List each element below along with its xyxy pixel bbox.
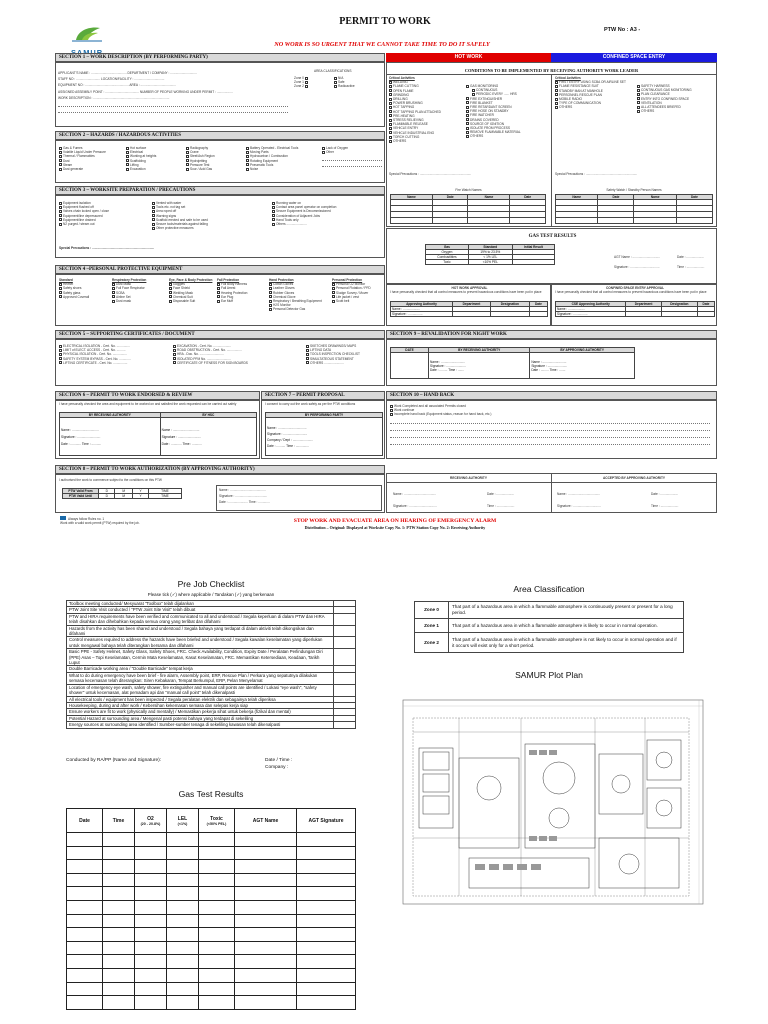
zone1-label: Zone 1	[294, 80, 304, 85]
work-description-field[interactable]: WORK DESCRIPTION : ......................................................................................	[58, 95, 170, 100]
cse-approval-text: I have personally checked that all control measures to prevent hazardous conditions have been put in place	[555, 290, 707, 294]
section7-text: I consent to carry out the work safely as per the PTW conditions	[265, 402, 356, 406]
prejob-row[interactable]: PTW and HIRA requirements have been verified and communicated to all and understood / Segala keperluan di dalam PTW dan HIRA telah disahkan dan dihebahkan kepada semua orang yang terlibat dan difahami	[67, 613, 356, 625]
agt-signature-field[interactable]: Signature : .................................	[614, 265, 660, 270]
standby-watch-title: Safety Watch / Standby Person Names	[606, 188, 662, 192]
prep-item[interactable]: Tools etc. not tag set	[152, 205, 272, 209]
gas-row[interactable]	[67, 900, 356, 914]
hazard-item[interactable]: Lack of Oxygen	[322, 146, 382, 150]
ppe-item[interactable]: Personal Detector Gas	[269, 307, 331, 311]
final-appr-name[interactable]: Name : ....................................	[557, 492, 601, 496]
cert-item[interactable]: SKETCHES DRAWINGS/ MAPS	[306, 344, 384, 348]
ppe-item[interactable]: Face Shield	[169, 286, 227, 290]
agt-name-field[interactable]: AGT Name : ...............................	[614, 255, 660, 259]
cert-item[interactable]: ROAD OBSTRUCTION - Cert. No. .................	[173, 348, 283, 352]
section7-body	[261, 399, 385, 459]
hazard-item[interactable]: Crane	[186, 150, 242, 154]
cert-item[interactable]: ISOLATED PFM No. ...........................	[173, 357, 283, 361]
final-appr-time[interactable]: Time : ....................	[651, 504, 679, 509]
hot-item[interactable]: HOT TAPPING PLAN ATTACHED	[389, 110, 465, 114]
ppe-item[interactable]: Chemical Suit	[169, 295, 227, 299]
hazard-item[interactable]: Hot surface	[126, 146, 182, 150]
gas-row[interactable]	[67, 833, 356, 847]
gas-row[interactable]	[67, 928, 356, 942]
prep-item[interactable]: Contact area panel operator on completion	[272, 205, 382, 209]
hot-item[interactable]: GAS MONITORING	[466, 84, 550, 88]
hazard-item[interactable]: Noise	[246, 167, 322, 171]
na-label: N/A	[338, 76, 344, 80]
hw-approval-text: I have personally checked that all control measures to prevent hazardous conditions have been put in place	[390, 290, 542, 294]
hot-item[interactable]: OPEN FLAME	[389, 89, 465, 93]
handback-item[interactable]: Work Completed and all associated Permits closed	[390, 404, 710, 408]
prejob-row[interactable]: Energy sources at surrounding area identified / Sumber-sumber tenaga di sekeliling kawasan telah dikenalpasti	[67, 722, 356, 728]
prejob-row[interactable]: What to do during emergency have been brief - fire alarm, Assembly point, ERP, Rescue Plan / Perkara yang sepatutnya dilakukan semasa kecemasan telah diterangkan: Siren Kebakaran, Tempat Berkumpul, ERP, Pelan Menyelamat	[67, 672, 356, 684]
stop-work-warning: STOP WORK AND EVACUATE AREA ON HEARING OF EMERGENCY ALARM	[293, 518, 497, 524]
ppe-item[interactable]: Personal Flotation / PFD	[332, 286, 384, 290]
hot-item[interactable]: FLAMMABLE RELEASE	[389, 122, 465, 126]
hazard-item[interactable]: Radiography	[186, 146, 242, 150]
hot-item[interactable]: ISOLATE FROM PROCESS	[466, 126, 550, 130]
section3-header: SECTION 3 – WORKSITE PREPARATION / PRECAUTIONS	[55, 186, 385, 196]
hazard-item[interactable]: Hydrocarbon / Combustion	[246, 154, 322, 158]
hot-item[interactable]: GRINDING	[389, 93, 465, 97]
final-recv-signature[interactable]: Signature : ...............................	[393, 504, 437, 509]
confined-space-label: CONFINED SPACE ENTRY	[602, 54, 666, 60]
hazard-item[interactable]: Steam	[59, 163, 121, 167]
zone2-checkbox[interactable]	[305, 85, 308, 88]
final-appr-signature[interactable]: Signature : ...............................	[557, 504, 601, 509]
section6-table: BY RECEIVING AUTHORITY BY HSC Name : .............................. Signature : .......................... Date : ............ Time : ........... Name : .............................. Signature : .......................... Date : ............ Time : ...........	[59, 412, 257, 456]
distribution-note: Distribution – Original: Displayed at Worksite Copy No. 1: PTW Station Copy No. 2: Receiving Authority	[304, 525, 486, 530]
prep-item[interactable]: Scaffold erected and safe to be used	[152, 218, 272, 222]
hazard-item[interactable]: Hydrojetting	[186, 159, 242, 163]
hot-item[interactable]: CONTINUOUS	[466, 88, 550, 92]
prejob-row[interactable]: Toolbox meeting conducted/ Mesyuarat "Toolbox" telah dijalankan	[67, 601, 356, 607]
final-approving-title: ACCEPTED BY APPROVING AUTHORITY	[602, 476, 666, 480]
fire-watch-title: Fire Watch Names	[455, 188, 482, 192]
final-recv-time[interactable]: Time : ....................	[487, 504, 515, 509]
hazard-item[interactable]: Sour / Acid Gas	[186, 167, 242, 171]
safe-label: Safe	[338, 80, 345, 85]
prejob-row[interactable]: Double Barricade working area / "Double Barricade" tempat kerja	[67, 666, 356, 672]
zone0-checkbox[interactable]	[305, 77, 308, 80]
hot-item[interactable]: FIRE RETARDANT SCREEN	[466, 105, 550, 109]
hazard-item[interactable]: Gas & Fumes	[59, 146, 121, 150]
radioactive-checkbox[interactable]	[334, 85, 337, 88]
validity-table: PTW Valid From D M Y TIME PTW Valid Until D M Y TIME	[62, 488, 182, 499]
plot-plan-title: SAMUR Plot Plan	[515, 670, 583, 680]
cs-item[interactable]: SAFETY HARNESS	[637, 84, 715, 88]
prep-item[interactable]: Warning signs	[152, 214, 272, 218]
prejob-row[interactable]: Basic PPE - Safety Helmet, Safety Glass, Safety Shoes, FRC. Check Availability, Condition, Expiry Date / Peralatan Perlindungan Diri (PPE) Asas – Topi Keselamatan, Cermin Mata Keselamatan, Kasut Keselamatan, FRC. Memastikan Ketersediaan, Keadaan, Tarikh Luput	[67, 649, 356, 666]
prep-item[interactable]: Secure tools/materials against falling	[152, 222, 272, 226]
final-appr-date[interactable]: Date : ....................	[651, 492, 679, 496]
cert-item[interactable]: ELECTRICAL ISOLATION - Cert. No. ...............	[59, 344, 169, 348]
cs-item[interactable]: STANDBY MAN AT MANHOLE	[555, 89, 635, 93]
auth-name-field[interactable]: Name : ........................................	[219, 488, 266, 492]
section9-header: SECTION 9 – REVALIDATION FOR NIGHT WORK	[386, 330, 717, 340]
cs-item[interactable]: TYPE OF COMMUNICATION	[555, 101, 635, 105]
section2-body	[55, 139, 385, 183]
section7-header: SECTION 7 – PERMIT PROPOSAL	[261, 391, 385, 401]
gas-row[interactable]	[67, 955, 356, 969]
company-field[interactable]: Company :	[265, 765, 289, 770]
hot-item[interactable]: FIRE WATCHER	[466, 113, 550, 117]
cert-item[interactable]: OTHERS ......................	[306, 361, 384, 365]
hazard-item[interactable]: Scaffolding	[126, 159, 182, 163]
ppe-item[interactable]: Rubber Gloves	[269, 291, 331, 295]
hazard-item[interactable]: Lifting	[126, 163, 182, 167]
hot-item[interactable]: FIRE BLANKET	[466, 101, 550, 105]
safety-warning: NO WORK IS SO URGENT THAT WE CANNOT TAKE TIME TO DO IT SAFELY	[274, 41, 490, 48]
hazard-item[interactable]: Rotating Equipment	[246, 159, 322, 163]
ppe-item[interactable]: Respiratory / Breathing Equipment	[269, 299, 331, 303]
hazard-item[interactable]: Electrical	[126, 150, 182, 154]
section10-body	[386, 399, 717, 459]
cs-special-precautions[interactable]: Special Precautions : ..........................................................	[555, 172, 638, 176]
conditions-title: CONDITIONS TO BE IMPLEMENTED BY RECEIVING AUTHORITY WORK LEADER	[464, 68, 639, 73]
gas-results-title: Gas Test Results	[178, 789, 244, 799]
section2-header: SECTION 2 – HAZARDS / HAZARDOUS ACTIVITIES	[55, 131, 385, 141]
confined-space-banner	[551, 53, 717, 62]
hw-approval-title: HOT WORK APPROVAL	[451, 286, 488, 290]
cert-item[interactable]: SAFETY SYSTEM BYPASS - Cert. No. .............	[59, 357, 169, 361]
ppe-item[interactable]: Fall Arrest	[217, 286, 269, 290]
hazard-item[interactable]: Dust generate	[59, 167, 121, 171]
ppe-item[interactable]: Leather Gloves	[269, 286, 331, 290]
ppe-item[interactable]: Dust mask	[112, 299, 168, 303]
rules-icon	[60, 516, 66, 520]
hazard-item[interactable]: Working at heights	[126, 154, 182, 158]
area-class-heading: Area Classification	[513, 584, 585, 594]
hot-item[interactable]: DRAINS COVERED	[466, 118, 550, 122]
hot-list-1	[389, 80, 465, 143]
hw-approval-box	[386, 284, 551, 326]
prep-item[interactable]: Equipment isolation	[59, 201, 143, 205]
prep-item[interactable]: Area roped off	[152, 209, 272, 213]
ppe-item[interactable]: Life jacket / vest	[332, 295, 384, 299]
ppe-item[interactable]: Disposable Suit	[169, 299, 227, 303]
hazard-item[interactable]: Pressure Test	[186, 163, 242, 167]
auth-signature-field[interactable]: Signature : ....................................	[219, 494, 268, 499]
ppe-item[interactable]: Approved Coverall	[59, 295, 111, 299]
prep-item[interactable]: Equipment/line depressured	[59, 214, 143, 218]
prep-item[interactable]: Hand Tools only	[272, 218, 382, 222]
ppe-item[interactable]: Cotton Gloves	[269, 282, 331, 286]
hot-item[interactable]: OTHERS	[466, 134, 550, 138]
prejob-table	[66, 600, 356, 729]
section1-header: SECTION 1 – WORK DESCRIPTION (BY PERFORMING PARTY)	[55, 53, 385, 63]
hot-item[interactable]: PERIODIC EVERY ...... HRS	[466, 92, 550, 96]
cs-critical-title: Critical Activities	[555, 76, 581, 80]
footer-note1: Always follow Rules no. 1	[68, 517, 105, 521]
section8-header: SECTION 8 – PERMIT TO WORK AUTHORIZATION (BY APPROVING AUTHORITY)	[55, 465, 385, 475]
hot-item[interactable]: TORCH CUTTING	[389, 135, 465, 139]
gas-row[interactable]	[67, 968, 356, 982]
assembly-field[interactable]: ASSIGNED ASSEMBLY POINT : ...................................... NUMBER OF PEOPLE WORKING UNDER PERMIT : ..................	[58, 89, 233, 94]
gas-row[interactable]	[67, 887, 356, 901]
logo	[68, 24, 106, 50]
cs-item[interactable]: OTHERS	[637, 109, 715, 113]
final-receiving-title: RECEIVING AUTHORITY	[450, 476, 487, 480]
section8-body	[55, 473, 385, 513]
area-class-title: AREA CLASSIFICATIONS	[314, 69, 352, 73]
hazard-item[interactable]: Battery Operated - Electrical Tools	[246, 146, 322, 150]
handback-item[interactable]: Work continue	[390, 408, 710, 412]
section3-body	[55, 194, 385, 258]
hot-critical-title: Critical Activities	[389, 76, 415, 80]
ppe-item[interactable]: Welding Mask	[169, 291, 227, 295]
zone0-label: Zone 0	[294, 76, 304, 80]
gas-row[interactable]	[67, 846, 356, 860]
gas-row[interactable]	[67, 860, 356, 874]
hazard-item[interactable]: Dust	[59, 159, 121, 163]
auth-date-field[interactable]: Date : ...................... Time : .............	[219, 500, 270, 505]
ppe-item[interactable]: Dust Mask	[112, 282, 168, 286]
hot-item[interactable]: DRILLING	[389, 97, 465, 101]
cse-approval-title: CONFINED SPACE ENTRY APPROVAL	[605, 286, 665, 290]
hot-item[interactable]: FIRE HOSE ON STANDBY	[466, 109, 550, 113]
hot-work-banner	[386, 53, 551, 62]
hot-item[interactable]: REMOVE FLAMMABLE MATERIAL	[466, 130, 550, 134]
hazard-item[interactable]: Thermal / Flammables	[59, 154, 121, 158]
area-class-table: Zone 0 That part of a hazardous area in which a flammable atmosphere is continuously present or present for a long period. Zone 1 That part of a hazardous area in which a flammable atmosphere is likely to occur in normal operation. Zone 2 That part of a hazardous area in which a flammable atmosphere is not likely to occur in normal operation and if it occurs will exist only for a short period.	[414, 601, 684, 653]
ppe-item[interactable]: Personal O2 Monitor	[332, 282, 384, 286]
prejob-title: Pre Job Checklist	[177, 579, 245, 589]
gas-row[interactable]	[67, 941, 356, 955]
ppe-item[interactable]: Chemical Glove	[269, 295, 331, 299]
handback-item[interactable]: Incomplete hand back (Equipment status, reason for hand back, etc.)	[390, 412, 710, 416]
cert-item[interactable]: HRA - Doc. No. ...........................	[173, 352, 283, 356]
cs-item[interactable]: ALL ATTENDEES BRIEFED	[637, 105, 715, 109]
hazard-item[interactable]: Volatile Liquid Under Pressure	[59, 150, 121, 154]
hot-item[interactable]: VEHICLE ENTRY	[389, 126, 465, 130]
cs-item[interactable]: VENTILATION	[637, 101, 715, 105]
equipment-field[interactable]: EQUIPMENT NO : ................................................. AREA : ........................................	[58, 83, 176, 88]
zone1-checkbox[interactable]	[305, 81, 308, 84]
cs-item[interactable]: PLAN CLEARANCE	[637, 92, 715, 96]
cs-item[interactable]: FLAME RESISTANCE SUIT	[555, 84, 635, 88]
ppe-item[interactable]: Full Face Respirator	[112, 286, 168, 290]
cert-item[interactable]: TOOLS INSPECTION CHECKLIST	[306, 352, 384, 356]
ppe-item[interactable]: Safety glass	[59, 291, 111, 295]
cse-approval-box	[551, 284, 717, 326]
hazard-item[interactable]: Pneumatic Tools	[246, 163, 322, 167]
prep-item[interactable]: Equipment flushed off	[59, 205, 143, 209]
cert-item[interactable]: SIMULTATEOUS STATEMENT	[306, 357, 384, 361]
prep-item[interactable]: Running water on	[272, 201, 382, 205]
ppe-item[interactable]: Hearing Protection	[217, 291, 269, 295]
section6-body	[55, 399, 260, 459]
gas-row[interactable]	[67, 982, 356, 996]
safe-checkbox[interactable]	[334, 81, 337, 84]
prep-item[interactable]: Valves chain locked open / close	[59, 209, 143, 213]
cert-item[interactable]: EXCAVATION - Cert. No. ....................	[173, 344, 283, 348]
cert-item[interactable]: LIMIT of ELECT. ACCESS - Cert. No. ..........	[59, 348, 169, 352]
hot-item[interactable]: PRE-HEATING	[389, 114, 465, 118]
section7-table: BY PERFORMING PARTY Name : ................................ Signature : ........................... Company / Dept : ....................... Date : .......... Time : ...............	[265, 412, 383, 456]
hw-approval-table: Approving Authority Department Designation Date Name : ................... Signature : ................	[390, 301, 548, 317]
gas-test-table: Gas Standard Initial Result Oxygen 19% to 23.5% Combustibles < 1% LEL Toxic <10% PEL	[425, 244, 555, 265]
section10-header: SECTION 10 – HAND BACK	[386, 391, 717, 401]
ppe-item[interactable]: Sludge Survey / Mover	[332, 291, 384, 295]
prep-item[interactable]: Others .......................	[272, 222, 382, 226]
prejob-row[interactable]: Location of emergency eye wash, safety shower, fire extinguisher and manual call points are identified / Lokasi "eye wash", "safety shower" untuk kecemasan, alat pemadam api dan "manual call point" telah dikenalpasti	[67, 684, 356, 696]
hot-item[interactable]: STRESS RELIEVING	[389, 118, 465, 122]
ppe-item[interactable]: H2S Monitor	[269, 303, 331, 307]
page-title: PERMIT TO WORK	[339, 16, 431, 27]
hazard-item[interactable]: Other	[322, 150, 382, 154]
agt-time-field[interactable]: Time : ....................	[677, 265, 705, 270]
hot-item[interactable]: OTHERS	[389, 139, 465, 143]
cs-item[interactable]: OTHERS	[555, 105, 635, 109]
cert-item[interactable]: LIFTING DATA	[306, 348, 384, 352]
hot-special-precautions[interactable]: Special Precautions : ..........................................................	[389, 172, 472, 176]
gas-test-title: GAS TEST RESULTS	[528, 234, 577, 239]
section6-text: I have personally checked the area and equipment to be worked on and satisfied the work requested can be carried out safely	[59, 402, 237, 406]
gas-row[interactable]	[67, 873, 356, 887]
footer-note2: Work with a valid work permit (PTW) required by the job.	[60, 521, 140, 526]
prejob-row[interactable]: All electrical tools / equipment has been inspected / Segala peralatan elektrik dan sebagainya telah diperiksa	[67, 696, 356, 702]
section5-header: SECTION 5 – SUPPORTING CERTIFICATES / DOCUMENT	[55, 330, 385, 340]
gas-row[interactable]	[67, 914, 356, 928]
cs-item[interactable]: FIRST ENTRY USING SCBA OR AIRLINE SET	[555, 80, 635, 84]
prejob-row[interactable]: Housekeeping, during and after work / Kebersihan kekemasan semasa dan selepas kerja siap	[67, 702, 356, 708]
cert-item[interactable]: CERTIFICATE OF FITNESS FOR SIGN BOARDS	[173, 361, 283, 365]
prejob-row[interactable]: Control measures required to address the hazards have been briefed and understood / Segala kawalan keselamatan yang diperlukan untuk mengawal bahaya telah diterangkan bersama dan difahami	[67, 637, 356, 649]
prejob-row[interactable]: Potential Hazard at surrounding area / Mengenal pasti potensi bahaya yang terdapat di sekeliling	[67, 715, 356, 721]
plot-plan-drawing	[399, 688, 717, 910]
gas-row[interactable]	[67, 996, 356, 1010]
prep-item[interactable]: Other protective measures	[152, 226, 272, 230]
ppe-item[interactable]: Ear Plug	[217, 295, 269, 299]
fire-watch-table: Name Date Name Date	[390, 194, 546, 224]
ptw-number: PTW No : A3 -	[604, 27, 641, 33]
hot-item[interactable]: SOURCE OF IGNITION	[466, 122, 550, 126]
section4-body: Standard Helmet Safety shoes Safety glass Approved Coverall Respiratory Protection Dust Mask Full Face Respirator SCBA Airline Set Dust mask Eye, Face & Body Protection Goggles Face Shield Welding Mask Chemical Suit Disposable Suit Fall Protection Full Body Harness Fall Arrest Hearing Protection Ear Plug Ear Muff Hand Protection Cotton Gloves Leather Gloves Rubber Gloves Chemical Glove Respiratory / Breathing Equipment H2S Monitor Personal Detector Gas Personal Protection Personal O2 Monitor Personal Flotation / PFD Sludge Survey / Mover Life jacket / vest Scott belt	[55, 273, 385, 326]
prep-item[interactable]: N2 purged / steam out	[59, 222, 143, 226]
ppe-item[interactable]: SCBA	[112, 291, 168, 295]
prep-item[interactable]: Equipment/line drained	[59, 218, 143, 222]
standby-watch-table: Name Date Name Date	[555, 194, 713, 224]
zone2-label: Zone 2	[294, 84, 304, 89]
ppe-item[interactable]: Ear Muff	[217, 299, 269, 303]
prep-special-precautions[interactable]: Special Precautions : ......................................................................	[59, 246, 155, 250]
prejob-subtitle: Please tick (✓) where applicable / Tandakan (✓) yang berkenaan	[147, 592, 275, 597]
prep-item[interactable]: Secure Equipment is Decommissioned	[272, 209, 382, 213]
ppe-item[interactable]: Scott belt	[332, 299, 384, 303]
section1-body	[55, 61, 385, 127]
cs-item[interactable]: MOBILE RADIO	[555, 97, 635, 101]
cs-item[interactable]: CONTINUOUS GAS MONITORING	[637, 88, 715, 92]
hot-item[interactable]: HOT TAPPING	[389, 105, 465, 109]
prep-item[interactable]: Vented with water	[152, 201, 272, 205]
hot-item[interactable]: VEHICLE INDUSTRIAL ENG	[389, 131, 465, 135]
hazard-item[interactable]: Moving Parts	[246, 150, 322, 154]
cse-approval-table: CSE Approving Authority Department Designation Date Name : ................... Signature : ................	[555, 301, 715, 317]
section4-header: SECTION 4 –PERSONAL PROTECTIVE EQUIPMENT	[55, 265, 385, 275]
radioactive-label: Radioactive	[338, 84, 355, 89]
hot-item[interactable]: WELDING	[389, 80, 465, 84]
section8-text: I authorised the work to commence subject to the conditions on this PTW	[59, 478, 162, 482]
section6-header: SECTION 6 – PERMIT TO WORK ENDORSED & REVIEW	[55, 391, 260, 401]
staff-field[interactable]: STAFF NO : ........................... LOCATION/FACILITY : ..................................	[58, 77, 165, 82]
na-checkbox[interactable]	[334, 77, 337, 80]
cert-item[interactable]: LIFTING CERTIFICATE - Cert. No. ................	[59, 361, 169, 365]
prejob-row[interactable]: Hazards from the activity has been shared and understood / Segala bahaya yang terdapat di dalam aktiviti telah dikongsikan dan difahami	[67, 625, 356, 637]
hazard-item[interactable]: Excavation	[126, 167, 182, 171]
ppe-item[interactable]: Airline Set	[112, 295, 168, 299]
cs-item[interactable]: PERSONNEL RESCUE PLAN	[555, 93, 635, 97]
hot-item[interactable]: FLAME CUTTING	[389, 84, 465, 88]
agt-date-field[interactable]: Date : ....................	[677, 255, 705, 259]
prep-item[interactable]: Consideration of Adjacent Jobs	[272, 214, 382, 218]
gas-results-table: Date Time O2 (20 - 20.8%) LEL (<1%) Toxic (<50% PEL) AGT Name AGT Signature	[66, 808, 356, 1010]
final-recv-name[interactable]: Name : ....................................	[393, 492, 437, 496]
cs-item[interactable]: ENTRY INTO CONFINED SPACE	[637, 97, 715, 101]
ppe-item[interactable]: Safety shoes	[59, 286, 111, 290]
cert-item[interactable]: PHYSICAL ISOLATION - Cert. No. ................	[59, 352, 169, 356]
conducted-by-field[interactable]: Conducted by RA/PP (Name and Signature):	[66, 758, 162, 763]
revalidation-table: DATE BY RECEIVING AUTHORITY BY APPROVING AUTHORITY Name : ........................... Signature : ...................... Date : ......... Time : ....... Name : ........................... Signature : ...................... Date : ......... Time : .......	[390, 347, 635, 379]
prejob-row[interactable]: Ensure workers are fit to work (physically and mentally) / Memastikan pekerja sihat untuk bekerja (fizikal dan mental)	[67, 709, 356, 715]
ppe-item[interactable]: Helmet	[59, 282, 111, 286]
applicant-field[interactable]: APPLICANT'S NAME : ........................................ DEPARTMENT / COMPANY : ..............................	[58, 71, 197, 75]
date-time-field[interactable]: Date / Time :	[265, 758, 293, 763]
final-recv-date[interactable]: Date : ....................	[487, 492, 515, 496]
hazard-item[interactable]: Steel/Ash Region	[186, 154, 242, 158]
hot-item[interactable]: POWER BRUSHING	[389, 101, 465, 105]
section5-body	[55, 338, 385, 386]
hot-item[interactable]: FIRE EXTINGUISHER	[466, 97, 550, 101]
ppe-item[interactable]: Full Body Harness	[217, 282, 269, 286]
ppe-item[interactable]: Goggles	[169, 282, 227, 286]
prejob-row[interactable]: PTW Joint Site Visit conducted / "PTW Joint Site Visit" telah dibuat	[67, 607, 356, 613]
hot-work-label: HOT WORK	[454, 54, 483, 60]
